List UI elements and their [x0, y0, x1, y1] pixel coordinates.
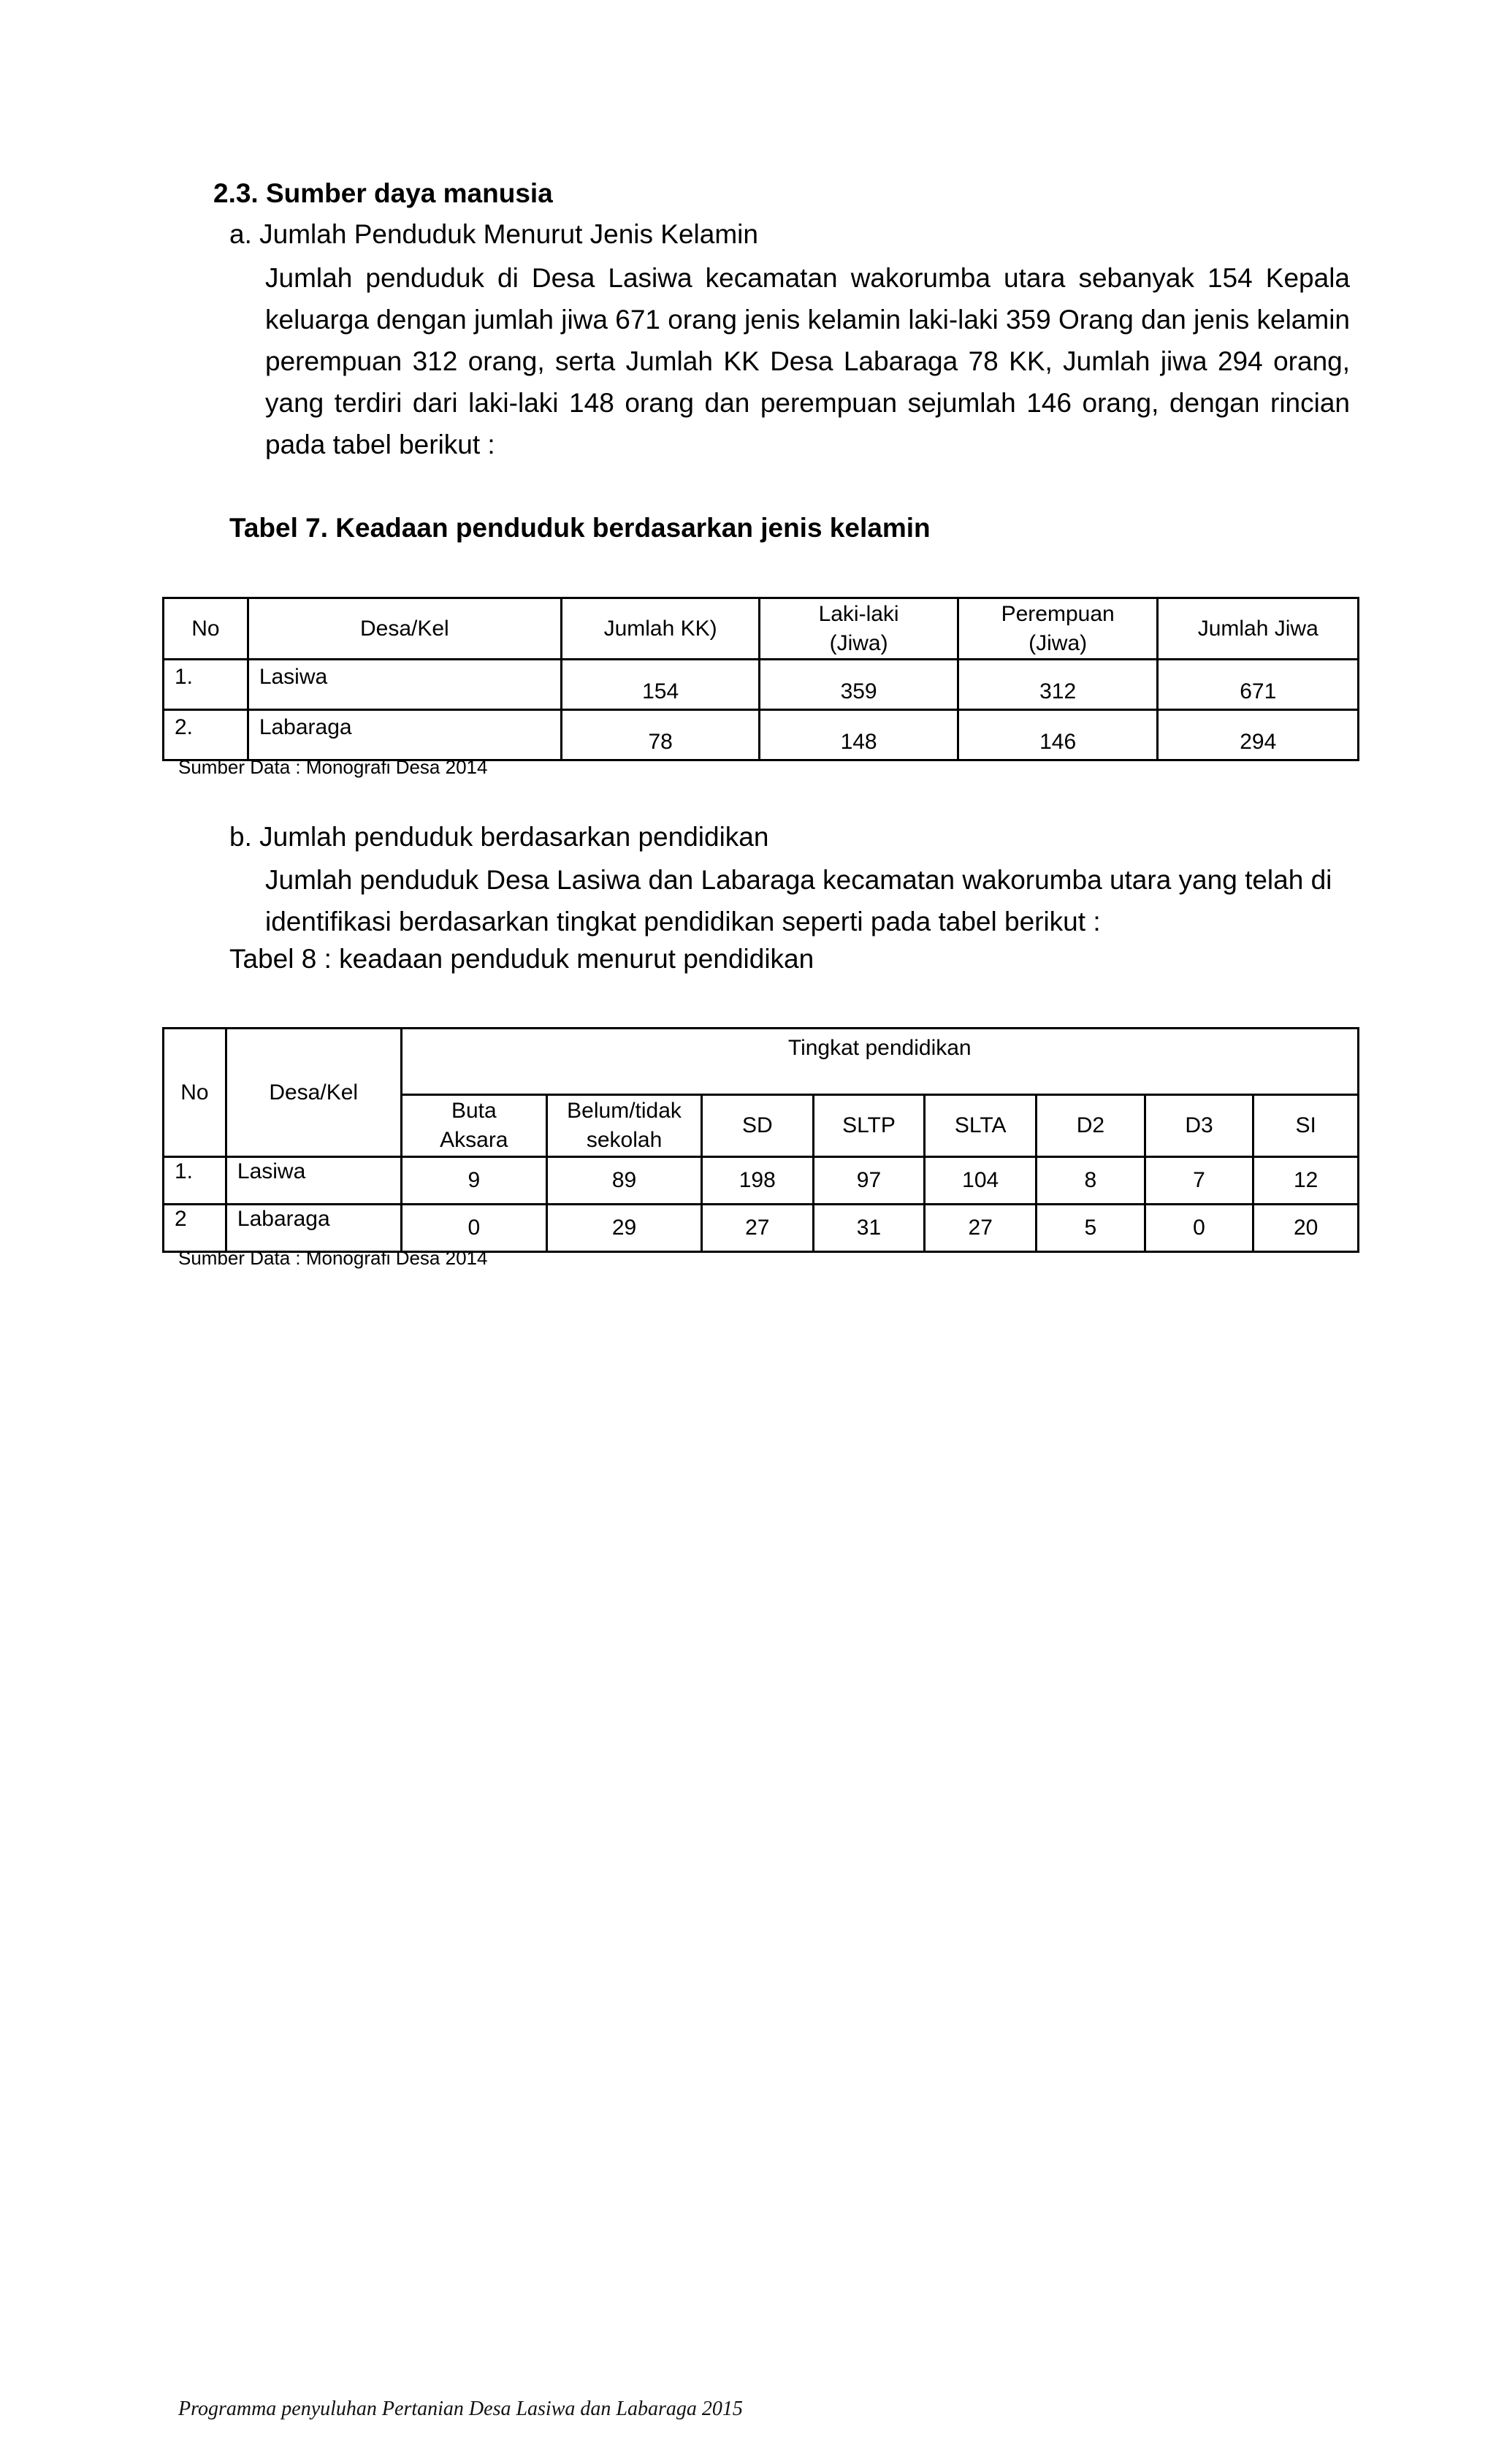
table8-cell: 27 — [925, 1205, 1037, 1252]
table7-cell: 148 — [760, 710, 958, 760]
table8-education-population — [162, 1027, 1359, 1253]
table7-header-cell: Desa/Kel — [248, 598, 561, 660]
table8-cell: 29 — [547, 1205, 702, 1252]
table8-header-row — [164, 1029, 1359, 1095]
table8-level-header: SLTP — [813, 1095, 925, 1157]
table7-cell: Labaraga — [248, 710, 561, 760]
table7-header-cell: No — [164, 598, 248, 660]
table7-header-cell: Laki-laki (Jiwa) — [760, 598, 958, 660]
table7-header-cell: Jumlah KK) — [561, 598, 759, 660]
table8-cell: 1. — [164, 1157, 226, 1205]
table-row — [164, 1157, 1359, 1205]
table7-source: Sumber Data : Monografi Desa 2014 — [178, 756, 488, 778]
table8-cell: 0 — [1145, 1205, 1253, 1252]
table8-header-desa: Desa/Kel — [226, 1029, 401, 1157]
table8-source: Sumber Data : Monografi Desa 2014 — [178, 1247, 488, 1269]
table8-cell: 97 — [813, 1157, 925, 1205]
subsection-b-title: b. Jumlah penduduk berdasarkan pendidikan — [229, 822, 769, 852]
table8-level-header: Belum/tidak sekolah — [547, 1095, 702, 1157]
table8-cell: 7 — [1145, 1157, 1253, 1205]
table8-cell: 9 — [401, 1157, 547, 1205]
table8-level-header: D2 — [1037, 1095, 1145, 1157]
table8-level-header: SD — [701, 1095, 813, 1157]
table7-title: Tabel 7. Keadaan penduduk berdasarkan jenis kelamin — [229, 513, 931, 543]
table8-cell: 198 — [701, 1157, 813, 1205]
table8-cell: 27 — [701, 1205, 813, 1252]
table7-cell: 294 — [1158, 710, 1359, 760]
table7-gender-population — [162, 597, 1359, 761]
table7-cell: 359 — [760, 660, 958, 710]
table7-cell: 671 — [1158, 660, 1359, 710]
table8-title: Tabel 8 : keadaan penduduk menurut pendidikan — [229, 944, 814, 974]
table-row — [164, 660, 1359, 710]
table7-cell: Lasiwa — [248, 660, 561, 710]
table7-cell: 1. — [164, 660, 248, 710]
table8-cell: 0 — [401, 1205, 547, 1252]
subsection-a-title: a. Jumlah Penduduk Menurut Jenis Kelamin — [229, 219, 758, 249]
table7-cell: 312 — [958, 660, 1158, 710]
table8-cell: 104 — [925, 1157, 1037, 1205]
table8-level-header: Buta Aksara — [401, 1095, 547, 1157]
table7-header-row — [164, 598, 1359, 660]
table7-cell: 154 — [561, 660, 759, 710]
table8-cell: 2 — [164, 1205, 226, 1252]
page-footer: Programma penyuluhan Pertanian Desa Lasiwa dan Labaraga 2015 — [178, 2398, 743, 2420]
table8-level-header: SI — [1253, 1095, 1359, 1157]
table8-header-no: No — [164, 1029, 226, 1157]
table7-header-cell: Perempuan (Jiwa) — [958, 598, 1158, 660]
table-row — [164, 1205, 1359, 1252]
table8-level-header: SLTA — [925, 1095, 1037, 1157]
subsection-a-paragraph: Jumlah penduduk di Desa Lasiwa kecamatan wakorumba utara sebanyak 154 Kepala keluarga dengan jumlah jiwa 671 orang jenis kelamin laki-laki 359 Orang dan jenis kelamin perempuan 312 orang, serta Jumlah KK Desa Labaraga 78 KK, Jumlah jiwa 294 orang, yang terdiri dari laki-laki 148 orang dan perempuan sejumlah 146 orang, dengan rincian pada tabel berikut : — [265, 263, 1350, 459]
table7-cell: 78 — [561, 710, 759, 760]
table8-cell: 8 — [1037, 1157, 1145, 1205]
table8-cell: 89 — [547, 1157, 702, 1205]
table7-header-cell: Jumlah Jiwa — [1158, 598, 1359, 660]
table8-cell: Lasiwa — [226, 1157, 401, 1205]
table8-cell: 31 — [813, 1205, 925, 1252]
table8-level-header: D3 — [1145, 1095, 1253, 1157]
section-heading: 2.3. Sumber daya manusia — [213, 178, 553, 208]
table8-header-group: Tingkat pendidikan — [401, 1029, 1359, 1095]
table8-cell: 12 — [1253, 1157, 1359, 1205]
table8-cell: Labaraga — [226, 1205, 401, 1252]
table8-cell: 5 — [1037, 1205, 1145, 1252]
table-row — [164, 710, 1359, 760]
table7-cell: 146 — [958, 710, 1158, 760]
subsection-b-paragraph: Jumlah penduduk Desa Lasiwa dan Labaraga kecamatan wakorumba utara yang telah di identifikasi berdasarkan tingkat pendidikan seperti pada tabel berikut : — [265, 865, 1332, 937]
table8-cell: 20 — [1253, 1205, 1359, 1252]
table7-cell: 2. — [164, 710, 248, 760]
